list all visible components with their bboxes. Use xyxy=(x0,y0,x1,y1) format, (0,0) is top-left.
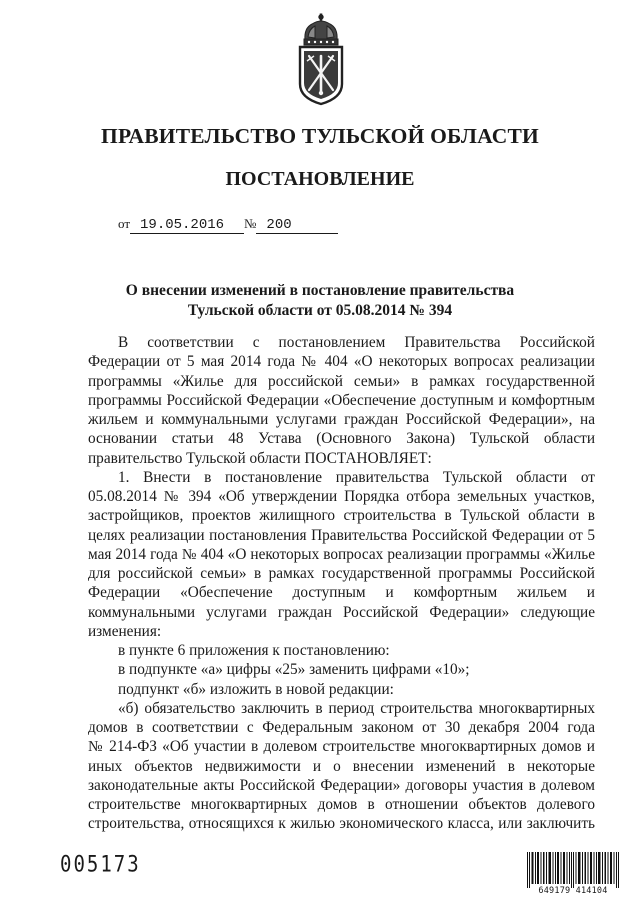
government-title: ПРАВИТЕЛЬСТВО ТУЛЬСКОЙ ОБЛАСТИ xyxy=(101,124,539,148)
document-date: 19.05.2016 xyxy=(130,218,244,234)
document-number: 200 xyxy=(256,218,338,234)
body-line: программы Российской Федерации «Обеспечение доступным и комфортным xyxy=(88,391,595,409)
document-subject xyxy=(0,281,640,321)
body-line: коммунальными услугами граждан Российской Федерации» следующие xyxy=(88,603,595,621)
barcode-icon xyxy=(527,852,619,888)
body-line: 1. Внести в постановление правительства Тульской области от xyxy=(118,468,595,486)
body-line: программы «Жилье для российской семьи» в рамках государственной xyxy=(88,372,595,390)
body-line: Федерации «Обеспечение доступным и комфортным жильем и xyxy=(88,584,595,602)
document-date-number-line xyxy=(118,216,338,234)
form-serial-number: 005173 xyxy=(60,852,141,878)
body-line: жильем и коммунальными услугами граждан Российской Федерации», на xyxy=(88,411,595,428)
body-line: для российской семьи» в рамках государственной программы Российской xyxy=(88,565,595,582)
barcode-number: 649179 414104 xyxy=(538,886,608,896)
body-line: строительства, относящихся к жилью экономического класса, или заключить xyxy=(88,815,595,833)
body-line: № 214-ФЗ «Об участии в долевом строительстве многоквартирных домов и xyxy=(88,738,595,756)
body-line: в пункте 6 приложения к постановлению: xyxy=(118,642,390,659)
coat-of-arms-icon xyxy=(296,12,346,106)
body-line: законодательные акты Российской Федерации» договоры участия в долевом xyxy=(88,776,595,794)
subject-line-1: О внесении изменений в постановление правительства xyxy=(125,282,515,299)
body-line: иных объектов недвижимости и о внесении изменений в некоторые xyxy=(88,757,595,775)
document-type-heading: ПОСТАНОВЛЕНИЕ xyxy=(225,168,415,190)
body-line: домов в соответствии с Федеральным законом от 30 декабря 2004 года xyxy=(88,719,595,736)
body-line: целях реализации постановления Правительства Российской Федерации от 5 xyxy=(88,526,595,544)
body-line: в подпункте «а» цифры «25» заменить цифрами «10»; xyxy=(118,661,470,679)
body-line: правительство Тульской области ПОСТАНОВЛЯЕТ: xyxy=(88,449,432,467)
body-line: мая 2014 года № 404 «О некоторых вопросах реализации программы «Жилье xyxy=(88,545,595,563)
body-line: «б) обязательство заключить в период строительства многоквартирных xyxy=(118,699,595,717)
body-line: В соответствии с постановлением Правительства Российской xyxy=(118,334,595,351)
body-line: 05.08.2014 № 394 «Об утверждении Порядка отбора земельных участков, xyxy=(88,488,595,505)
date-prefix: от xyxy=(118,216,131,231)
subject-line-2: Тульской области от 05.08.2014 № 394 xyxy=(187,302,453,319)
body-line: Федерации от 5 мая 2014 года № 404 «О некоторых вопросах реализации xyxy=(88,353,595,371)
number-prefix: № xyxy=(244,216,257,231)
document-body xyxy=(88,333,595,834)
body-line: застройщиков, проектов жилищного строительства в Тульской области в xyxy=(88,507,595,525)
body-line: подпункт «б» изложить в новой редакции: xyxy=(118,680,394,698)
body-line: строительстве многоквартирных домов в отношении объектов долевого xyxy=(88,796,595,813)
body-line: основании статьи 48 Устава (Основного Закона) Тульской области xyxy=(88,430,595,448)
body-line: изменения: xyxy=(88,622,162,640)
